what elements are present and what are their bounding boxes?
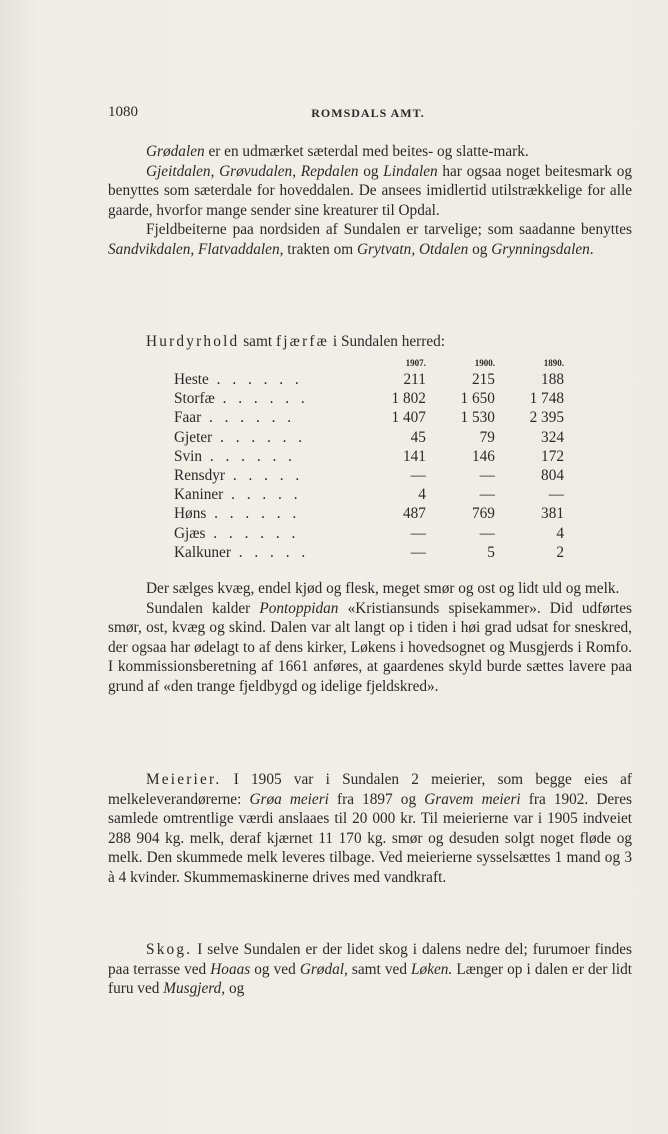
place-name: Grødalen xyxy=(146,143,205,160)
table-heading xyxy=(146,333,445,351)
forest-text xyxy=(108,940,632,999)
place-name: Musgjerd, xyxy=(163,980,226,998)
value-1890: 188 xyxy=(541,371,564,388)
column-header-1890: 1890. xyxy=(543,358,564,368)
paragraph-text: har ogsaa noget beitesmark og benyttes som sæterdale for hoveddalen. De ansees imidlertid utilstrækkelige for alle gaarde, hvorfor mange sender sine kreaturer til Opdal. xyxy=(108,162,632,219)
paragraph-sundalen xyxy=(108,599,632,697)
table-row xyxy=(174,408,566,427)
value-1890: 1 748 xyxy=(529,390,564,408)
animal-name: Heste xyxy=(174,371,209,388)
place-name: Grytvatn, Otdalen xyxy=(356,240,469,258)
animal-name: Rensdyr xyxy=(174,467,225,485)
leader-dots: . . . . . xyxy=(230,543,310,561)
leader-dots: . . . . . . xyxy=(214,390,309,408)
table-row xyxy=(174,466,566,485)
intro-text xyxy=(108,142,632,260)
place-name: Grøvudalen, xyxy=(219,162,297,180)
table-row xyxy=(174,504,566,523)
row-label xyxy=(174,428,359,447)
value-1907: 487 xyxy=(402,505,426,523)
heading-text: i Sundalen herred: xyxy=(329,333,446,350)
paragraph-text: samt ved xyxy=(347,960,412,978)
dairy-text xyxy=(108,770,632,888)
table-row xyxy=(174,543,566,562)
column-header-1900: 1900. xyxy=(474,358,495,368)
place-name: Hoaas xyxy=(210,960,251,978)
value-1890: 172 xyxy=(541,447,564,465)
heading-text: samt xyxy=(239,333,276,350)
section-lead: Meierier. xyxy=(146,771,222,788)
row-label xyxy=(174,370,359,389)
paragraph-fjeldbeiterne xyxy=(108,220,632,259)
paragraph-text: Længer op i dalen er der lidt furu ved xyxy=(108,960,632,998)
paragraph-text: fra 1902. Deres samlede omtrentlige værdi anslaaes til 20 000 kr. Til meierierne var i 1905 indveiet 288 904 kg. melk, deraf kjærnet 11 170 kg. smør og desuden solgt noget fløde og melk. Den skummede melk leveres tilbage. Ved meierierne sysselsættes 1 mand og 3 à 4 kvinder. Skummemaskinerne drives med vandkraft. xyxy=(108,790,633,886)
leader-dots: . . . . . . xyxy=(212,428,307,446)
value-1900: 1 650 xyxy=(460,390,495,408)
row-label xyxy=(174,543,359,562)
value-1907: — xyxy=(410,543,426,561)
table-row xyxy=(174,428,566,447)
paragraph-text: Sundalen kalder xyxy=(146,599,260,617)
header-empty xyxy=(174,356,359,370)
paragraph-grodalen xyxy=(108,142,632,162)
value-1900: 79 xyxy=(479,428,495,446)
paragraph-text: og xyxy=(468,240,492,258)
row-label xyxy=(174,389,359,408)
value-1907: 1 407 xyxy=(391,409,426,427)
row-label xyxy=(174,485,359,504)
paragraph-text: og xyxy=(225,980,245,998)
dairy-name: Gravem meieri xyxy=(424,790,521,808)
paragraph-text: . xyxy=(589,240,594,258)
paragraph-text: «Kristiansunds spisekammer». Did udførtes smør, ost, kvæg og skind. Dalen var alt langt op i tiden i høi grad udsat for sneskred, der ogsaa har ødelagt to af dens kirker, Løkens i hovedsognet og Musgjerds i Romfo. I kommissionsberetning af 1661 anføres, at gaardenes skyld burde sættes lavere paa grund af «den trange fjeldbygd og idelige fjeldskred». xyxy=(108,599,632,695)
value-1907: 211 xyxy=(403,371,426,388)
value-1890: — xyxy=(548,486,564,504)
page-number: 1080 xyxy=(108,104,138,120)
table-row xyxy=(174,447,566,466)
value-1890: 4 xyxy=(556,524,564,542)
page-header xyxy=(108,104,628,124)
leader-dots: . . . . . xyxy=(223,486,302,504)
value-1890: 381 xyxy=(541,505,564,523)
animal-name: Faar xyxy=(174,409,202,427)
value-1907: 1 802 xyxy=(391,390,426,408)
value-1900: — xyxy=(479,486,495,504)
paragraph-text: fra 1897 og xyxy=(328,790,425,808)
place-name: Lindalen xyxy=(383,162,438,180)
heading-spaced: fjærfæ xyxy=(275,333,330,350)
value-1907: 45 xyxy=(410,428,426,446)
table-row xyxy=(174,370,566,389)
leader-dots: . . . . . xyxy=(225,467,304,485)
row-label xyxy=(174,447,359,466)
value-1900: 215 xyxy=(471,371,495,388)
row-label xyxy=(174,524,359,543)
animal-name: Svin xyxy=(174,447,203,465)
animal-name: Gjeter xyxy=(174,428,213,446)
dairy-name: Grøa meieri xyxy=(249,790,329,808)
paragraph-skog xyxy=(108,940,632,999)
table-header-row xyxy=(174,356,566,370)
value-1907: — xyxy=(410,467,426,485)
paragraph-gjeitdalen xyxy=(108,162,632,221)
place-name: Løken. xyxy=(411,960,453,978)
trade-text xyxy=(108,579,632,697)
livestock-table xyxy=(174,356,566,562)
leader-dots: . . . . . . xyxy=(201,409,296,427)
value-1907: 141 xyxy=(402,447,426,465)
place-name: Grødal, xyxy=(299,960,348,978)
value-1907: — xyxy=(410,524,426,542)
place-name: Sandvikdalen, Flatvaddalen, xyxy=(108,240,284,258)
paragraph-text: I selve Sundalen er der lidet skog i dalens nedre del; furumoer findes paa terrasse ved xyxy=(108,941,632,978)
value-1900: 5 xyxy=(487,543,495,561)
leader-dots: . . . . . . xyxy=(205,524,300,542)
row-label xyxy=(174,504,359,523)
place-name: Grynningsdalen xyxy=(491,240,590,258)
value-1890: 2 395 xyxy=(529,409,564,427)
author-name: Pontoppidan xyxy=(259,599,339,617)
value-1900: — xyxy=(479,467,495,485)
paragraph-text: Fjeldbeiterne paa nordsiden af Sundalen er tarvelige; som saadanne benyttes xyxy=(146,221,632,239)
animal-name: Høns xyxy=(174,505,207,523)
place-name: Repdalen xyxy=(300,162,359,180)
row-label xyxy=(174,408,359,427)
section-lead: Skog. xyxy=(146,941,193,958)
row-label xyxy=(174,466,359,485)
heading-spaced: Hurdyrhold xyxy=(146,333,240,350)
paragraph-text: er en udmærket sæterdal med beites- og slatte-mark. xyxy=(204,143,529,160)
animal-name: Storfæ xyxy=(174,390,215,408)
table-row xyxy=(174,389,566,408)
leader-dots: . . . . . . xyxy=(208,371,303,388)
value-1890: 2 xyxy=(556,543,564,561)
value-1900: 769 xyxy=(471,505,495,523)
value-1907: 4 xyxy=(418,486,426,504)
column-header-1907: 1907. xyxy=(405,358,426,368)
paragraph-text: trakten om xyxy=(283,240,357,258)
place-name: Gjeitdalen, xyxy=(146,162,215,180)
value-1890: 324 xyxy=(541,428,564,446)
animal-name: Kaniner xyxy=(174,486,224,504)
running-head: ROMSDALS AMT. xyxy=(311,106,425,120)
value-1900: 146 xyxy=(471,447,495,465)
animal-name: Kalkuner xyxy=(174,543,231,561)
paragraph-text: og ved xyxy=(250,960,300,978)
paragraph-text: I 1905 var i Sundalen 2 meierier, som begge eies af melkeleverandørerne: xyxy=(108,771,632,808)
paragraph-text: og xyxy=(358,162,384,180)
leader-dots: . . . . . . xyxy=(202,447,296,465)
leader-dots: . . . . . . xyxy=(206,505,301,523)
value-1900: — xyxy=(479,524,495,542)
table-row xyxy=(174,485,566,504)
paragraph-trade: Der sælges kvæg, endel kjød og flesk, meget smør og ost og lidt uld og melk. xyxy=(146,580,620,597)
table-row xyxy=(174,524,566,543)
value-1900: 1 530 xyxy=(460,409,495,427)
value-1890: 804 xyxy=(541,467,564,485)
animal-name: Gjæs xyxy=(174,524,206,542)
paragraph-meierier xyxy=(108,770,632,888)
